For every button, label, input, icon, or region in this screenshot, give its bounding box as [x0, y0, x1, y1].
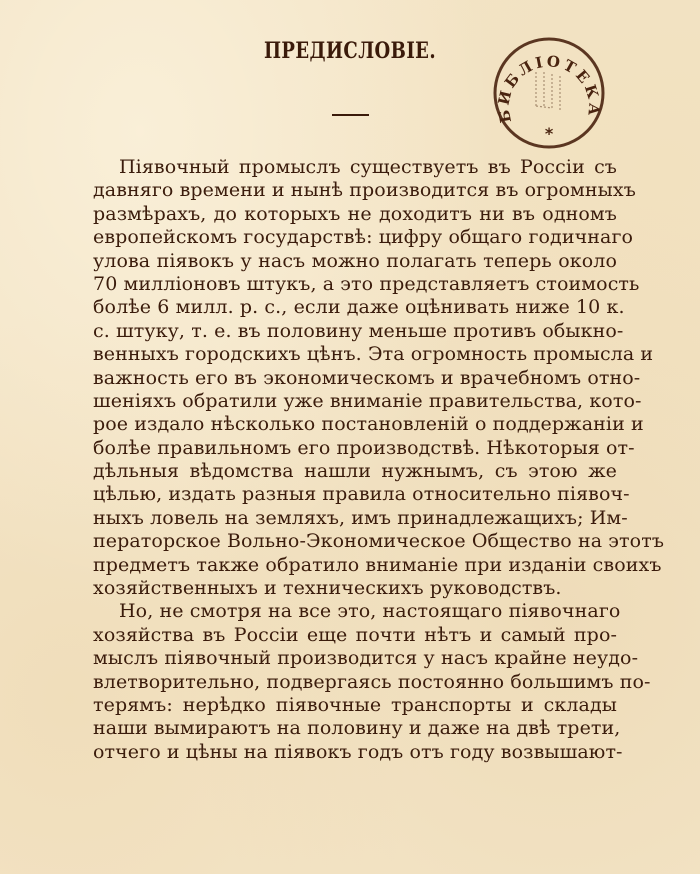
text-line: предметъ также обратило вниманіе при изданіи своихъ [93, 553, 662, 576]
page-title: ПРЕДИСЛОВІЕ. [263, 38, 437, 64]
text-line: европейскомъ государствѣ: цифру общаго годичнаго [93, 226, 634, 249]
paragraph-1 [93, 156, 665, 600]
text-line: мыслъ піявочный производится у насъ крайне неудо- [93, 647, 639, 670]
text-line: давняго времени и нынѣ производится въ огромныхъ [93, 179, 636, 202]
text-line: ныхъ ловель на земляхъ, имъ принадлежащихъ; Им- [93, 506, 628, 529]
text-line: болѣе 6 милл. р. с., если даже оцѣнивать ниже 10 к. [93, 296, 625, 319]
text-line: шеніяхъ обратили уже вниманіе правительства, кото- [93, 389, 642, 412]
text-line: болѣе правильномъ его производствѣ. Нѣкоторыя от- [93, 436, 635, 459]
text-line: улова піявокъ у насъ можно полагать теперь около [93, 249, 617, 272]
text-line: 70 милліоновъ штукъ, а это представляетъ стоимость [93, 272, 640, 295]
text-line: дѣльныя вѣдомства нашли нужнымъ, съ этою же [93, 460, 617, 483]
text-line: терямъ: нерѣдко піявочные транспорты и склады [93, 693, 617, 716]
text-line: наши вымираютъ на половину и даже на двѣ трети, [93, 717, 621, 740]
text-line: хозяйства въ Россіи еще почти нѣтъ и самый про- [93, 623, 617, 646]
preface-body [93, 156, 665, 764]
text-line: Піявочный промыслъ существуетъ въ Россіи съ [119, 156, 617, 178]
stamp-text: БИБЛIОТЕКА [494, 52, 604, 125]
text-line: с. штуку, т. е. въ половину меньше противъ обыкно- [93, 319, 624, 342]
text-line: венныхъ городскихъ цѣнъ. Эта огромность промысла и [93, 343, 654, 366]
text-line: отчего и цѣны на піявокъ годъ отъ году возвышают- [93, 740, 623, 763]
text-line: влетворительно, подвергаясь постоянно большимъ по- [93, 670, 651, 693]
text-line: Но, не смотря на все это, настоящаго піявочнаго [119, 600, 621, 623]
text-line: цѣлью, издать разныя правила относительно піявоч- [93, 483, 630, 506]
text-line: ператорское Вольно-Экономическое Общество на этотъ [93, 530, 665, 553]
library-stamp-icon [492, 36, 606, 150]
text-line: хозяйственныхъ и техническихъ руководствъ. [93, 577, 562, 600]
text-line: рое издало нѣсколько постановленій о поддержаніи и [93, 413, 644, 436]
text-line: важность его въ экономическомъ и врачебномъ отно- [93, 366, 641, 389]
paragraph-2 [93, 600, 651, 764]
title-divider [332, 114, 369, 116]
svg-text:БИБЛIОТЕКА [494, 52, 603, 124]
text-line: размѣрахъ, до которыхъ не доходитъ ни въ одномъ [93, 202, 617, 225]
stamp-star: * [544, 124, 554, 143]
